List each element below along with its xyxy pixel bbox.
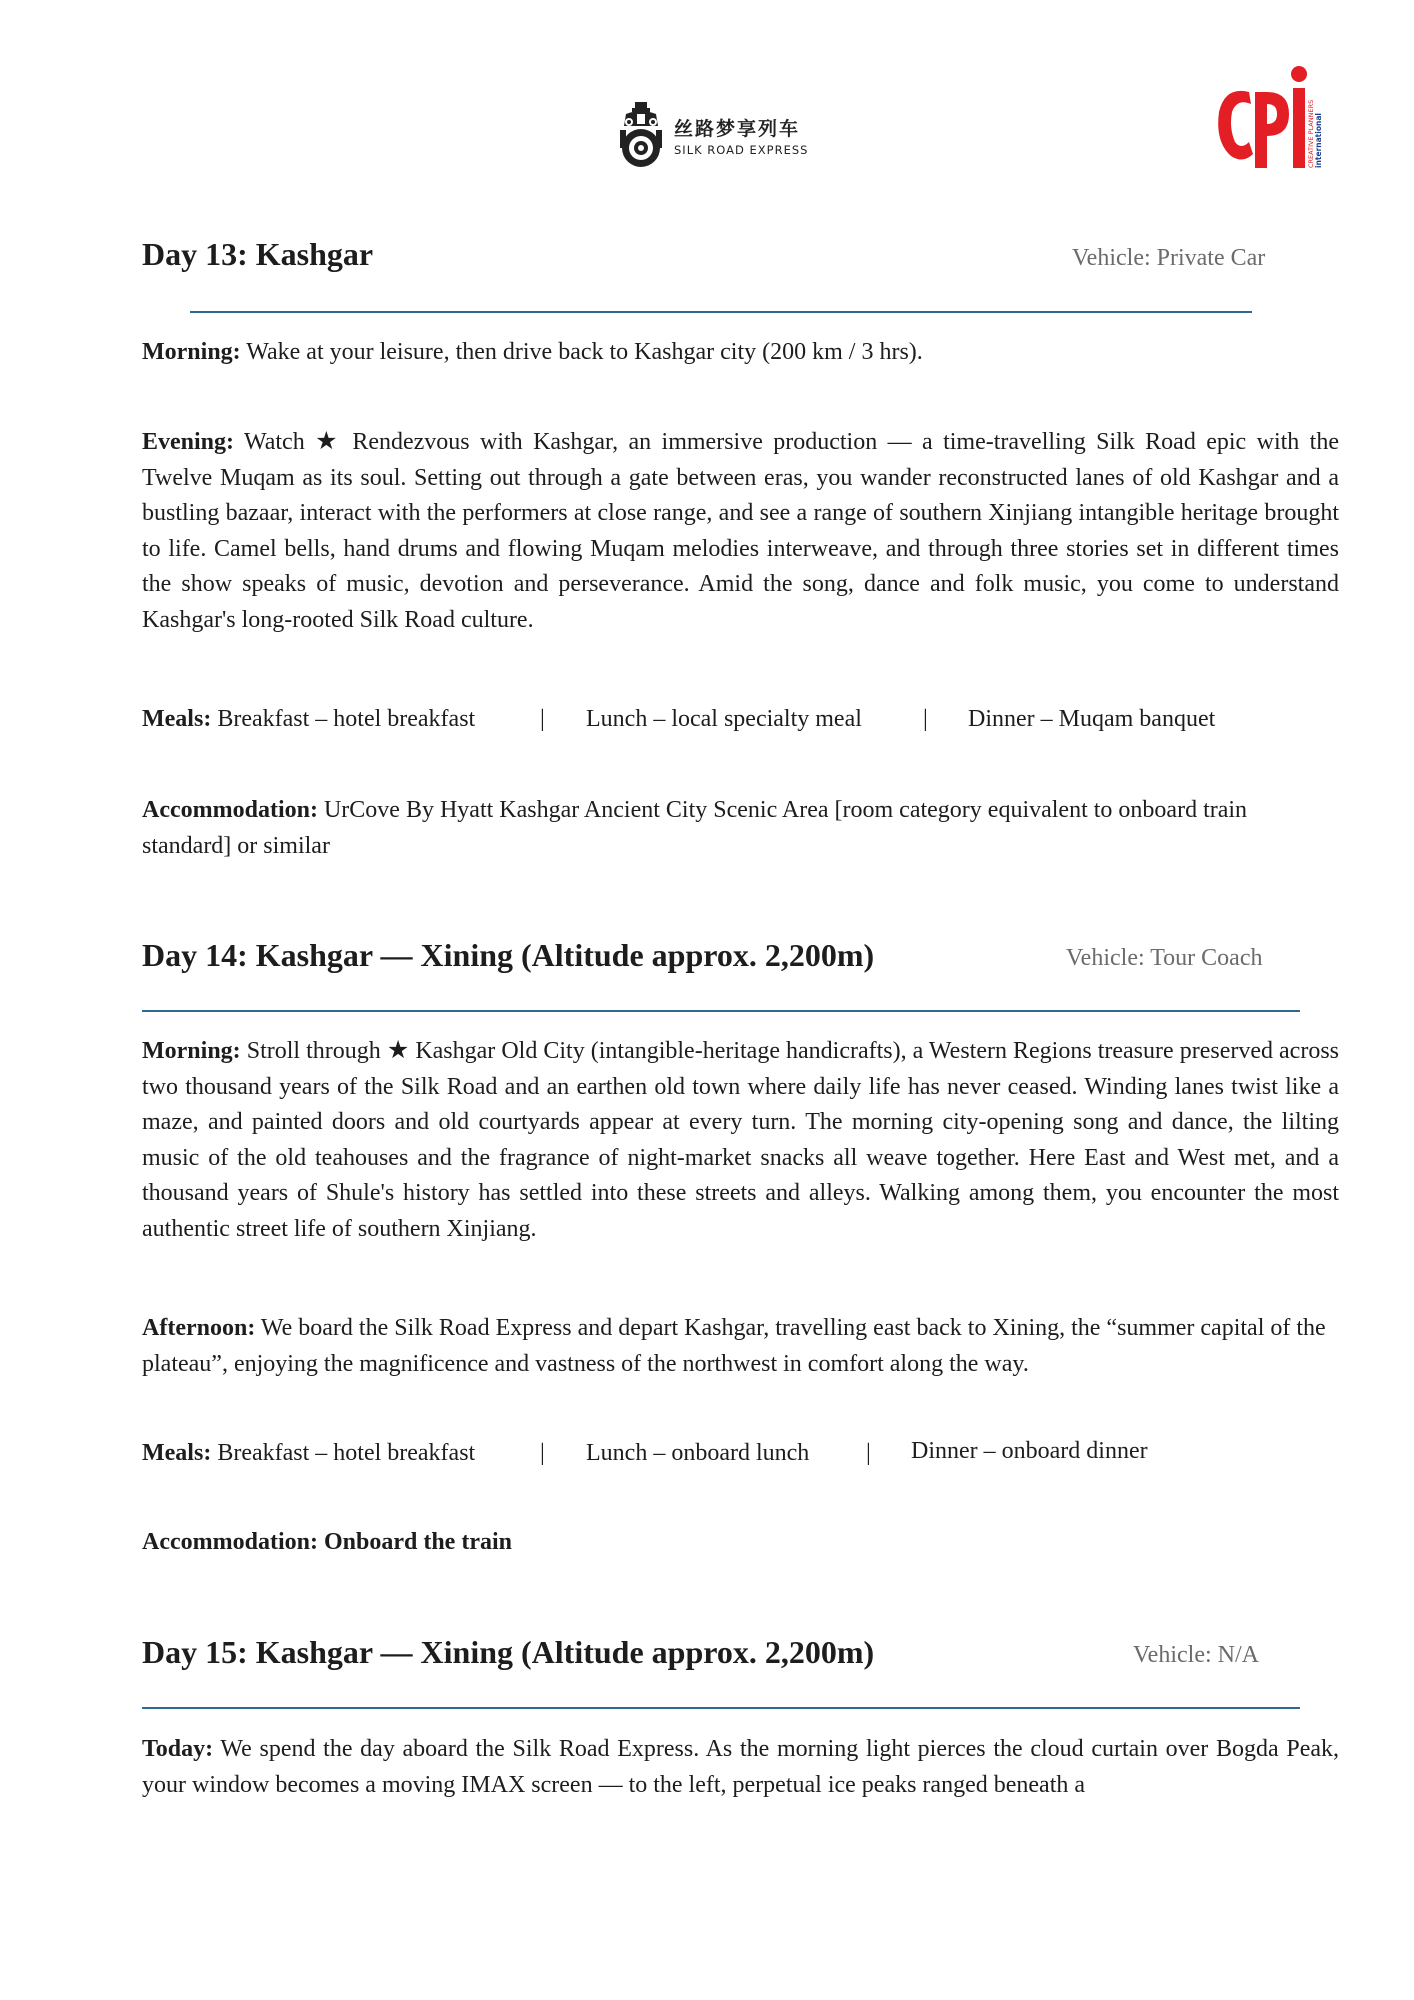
day13-vehicle: Vehicle: Private Car: [1072, 245, 1266, 271]
morning-text: Kashgar Old City (intangible-heritage handicrafts), a Western Regions treasure preserved across two thousand years of the Silk Road and an earthen old town where daily life has never ceased. Winding lanes twist like a maze, and painted doors and old courtyards appear at every turn. The morning city-opening song and dance, the lilting music of the old teahouses and the fragrance of night-market snacks all weave together. Here East and West met, and a thousand years of Shule's history has settled into these streets and alleys. Walking among them, you encounter the most authentic street life of southern Xinjiang.: [142, 1038, 1340, 1242]
meal-breakfast: Breakfast – hotel breakfast: [217, 1440, 476, 1466]
evening-pre-text: Watch: [243, 429, 305, 455]
cpi-logo: [1205, 62, 1323, 174]
day14-accommodation: Accommodation: Onboard the train: [142, 1529, 512, 1555]
day15-today: [142, 1732, 1339, 1803]
meal-lunch: Lunch – local specialty meal: [586, 706, 862, 732]
meal-dinner: Dinner – onboard dinner: [911, 1438, 1148, 1464]
day13-divider: [190, 311, 1252, 313]
day13-evening: [142, 423, 1339, 638]
morning-pre-text: Stroll through: [246, 1038, 381, 1064]
day14-title: Day 14: Kashgar — Xining (Altitude approx. 2,200m): [142, 937, 875, 973]
logo-chinese-text: 丝路梦享列车: [674, 117, 801, 140]
meals-label: Meals:: [142, 1440, 212, 1466]
day15-divider: [142, 1707, 1300, 1709]
evening-text: Rendezvous with Kashgar, an immersive production — a time-travelling Silk Road epic with the Twelve Muqam as its soul. Setting out through a gate between eras, you wander reconstructed lanes of old Kashgar and a bustling bazaar, interact with the performers at close range, and see a range of southern Xinjiang intangible heritage brought to life. Camel bells, hand drums and flowing Muqam melodies interweave, and through three stories set in different times the show speaks of music, devotion and perseverance. Amid the song, dance and folk music, you come to understand Kashgar's long-rooted Silk Road culture.: [142, 429, 1339, 633]
day14-morning: [142, 1032, 1339, 1247]
cpi-vertical-text-1: CREATIVE PLANNERS: [1307, 99, 1315, 168]
meal-dinner: Dinner – Muqam banquet: [968, 706, 1216, 732]
day15-vehicle: Vehicle: N/A: [1133, 1642, 1259, 1668]
today-text: We spend the day aboard the Silk Road Express. As the morning light pierces the cloud curtain over Bogda Peak, your window becomes a moving IMAX screen — to the left, perpetual ice peaks ranged beneath a: [142, 1736, 1339, 1798]
day13-accommodation: [142, 793, 1339, 864]
afternoon-label: Afternoon:: [142, 1315, 256, 1341]
cpi-vertical-text-2: international: [1314, 113, 1323, 168]
train-emblem-icon: [618, 100, 664, 170]
day13-morning: [142, 339, 923, 366]
morning-label: Morning:: [142, 1038, 241, 1064]
silk-road-express-logo: [618, 100, 808, 170]
day15-title: Day 15: Kashgar — Xining (Altitude approx. 2,200m): [142, 1634, 875, 1670]
today-label: Today:: [142, 1736, 214, 1762]
evening-label: Evening:: [142, 429, 235, 455]
accommodation-label: Accommodation:: [142, 797, 318, 823]
meal-separator: |: [923, 706, 928, 732]
meal-breakfast: Breakfast – hotel breakfast: [217, 706, 476, 732]
day14-divider: [142, 1010, 1300, 1012]
meal-separator: |: [866, 1440, 871, 1466]
star-icon: ★: [386, 1035, 410, 1064]
morning-label: Morning:: [142, 339, 241, 365]
logo-english-text: SILK ROAD EXPRESS: [674, 142, 809, 157]
meal-separator: |: [540, 706, 545, 732]
morning-text: Wake at your leisure, then drive back to Kashgar city (200 km / 3 hrs).: [246, 339, 923, 365]
star-icon: ★: [315, 426, 342, 455]
meal-lunch: Lunch – onboard lunch: [586, 1440, 810, 1466]
accommodation-text: UrCove By Hyatt Kashgar Ancient City Scenic Area [room category equivalent to onboard train standard] or similar: [142, 797, 1248, 859]
day14-vehicle: Vehicle: Tour Coach: [1066, 945, 1263, 971]
day14-afternoon: [142, 1311, 1339, 1382]
meal-separator: |: [540, 1440, 545, 1466]
day13-title: Day 13: Kashgar: [142, 236, 374, 272]
afternoon-text: We board the Silk Road Express and depart Kashgar, travelling east back to Xining, the “summer capital of the plateau”, enjoying the magnificence and vastness of the northwest in comfort along the way.: [142, 1315, 1326, 1377]
meals-label: Meals:: [142, 706, 212, 732]
